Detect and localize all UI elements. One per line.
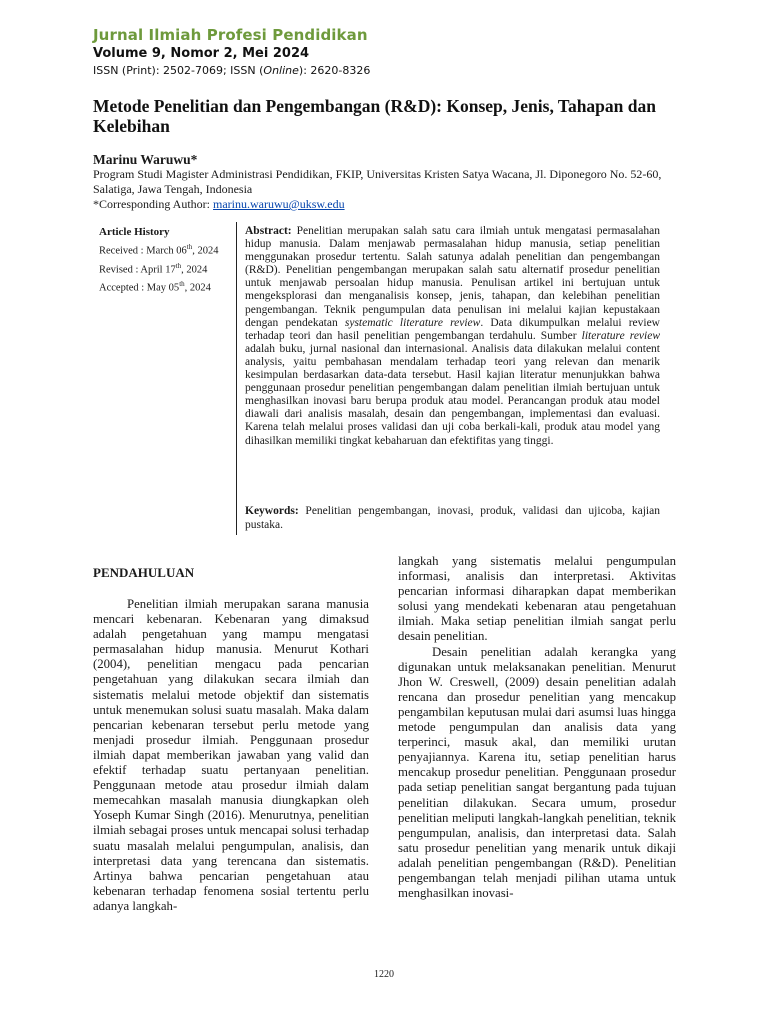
right-column [398,554,676,901]
issn-suffix: ): 2620-8326 [298,64,371,77]
left-column [93,597,369,914]
history-divider [236,222,237,535]
section-title: PENDAHULUAN [93,565,195,580]
abstract-text-1: Penelitian merupakan salah satu cara ilmiah untuk mengatasi permasalahan hidup manusia. Dalam menjawab permasalahan hidup manusia, setiap penelitian menggunakan prosedur tertentu. Salah satunya adalah penelitian dan pengembangan (R&D). Penelitian pengembangan merupakan salah satu alternatif prosedur penelitian untuk menjawab persoalan hidup manusia. Penulisan artikel ini bertujuan untuk mengeksplorasi dan menganalisis konsep, jenis, tahapan, dan kelebihan penelitian pengembangan. Teknik pengumpulan data penulisan ini melalui kajian kepustakaan dengan pendekatan [245,225,660,329]
issn-online: Online [263,64,299,77]
affiliation-text: Program Studi Magister Administrasi Pendidikan, FKIP, Universitas Kristen Satya Wacana, Jl. Diponegoro No. 52-60, Salatiga, Jawa Tengah, Indonesia [93,167,662,196]
history-heading: Article History [99,226,170,238]
abstract-text-2: . Data dikumpulkan melalui review terhadap teori dan hasil penelitian pengembangan terdahulu. Sumber [245,316,660,342]
abstract-italic-1: systematic literature review [344,316,481,329]
corresponding-email-link[interactable]: marinu.waruwu@uksw.edu [213,197,345,211]
intro-paragraph-2: Desain penelitian adalah kerangka yang digunakan untuk melaksanakan penelitian. Menurut Jhon W. Creswell, (2009) desain penelitian adalah rencana dan prosedur penelitian yang mencakup pengambilan keputusan mulai dari asumsi luas hingga metode pengumpulan dan analisis data yang terperinci, masuk akal, dan memiliki urutan penyajiannya. Karena itu, setiap penelitian harus mencakup prosedur penelitian. Penggunaan prosedur pada setiap penelitian sangat bergantung pada tujuan penelitian dilakukan. Secara umum, prosedur penelitian meliputi langkah-langkah penelitian, teknik pengumpulan, analisis, dan interpretasi data. Salah satu prosedur penelitian yang menarik untuk dikaji adalah penelitian pengembangan (R&D). Penelitian pengembangan telah menjadi pilihan utama untuk menghasilkan inovasi- [398,644,676,901]
page-number: 1220 [374,969,394,980]
revised-date: Revised : April 17th, 2024 [99,261,208,275]
abstract [245,225,660,448]
article-title: Metode Penelitian dan Pengembangan (R&D): Konsep, Jenis, Tahapan dan Kelebihan [93,96,656,136]
journal-name: Jurnal Ilmiah Profesi Pendidikan [93,26,368,44]
article-history [99,225,234,296]
abstract-italic-2: literature review [581,329,660,342]
accepted-date: Accepted : May 05th, 2024 [99,280,211,294]
abstract-text-3: adalah buku, jurnal nasional dan internasional. Analisis data dilakukan melalui content analysis, yaitu pembahasan mendalam terhadap teori yang relevan dan menarik kesimpulan berdasarkan data-data tersebut. Hasil kajian literatur menunjukkan bahwa penggunaan prosedur penelitian pengembangan dalam penelitian ilmiah bertujuan untuk menghasilkan inovasi baru berupa produk atau model. Perancangan produk atau model diawali dari analisis masalah, desain dan pengembangan, implementasi dan evaluasi. Karena telah melalui proses validasi dan uji coba berkali-kali, produk atau model yang dihasilkan memiliki tingkat kebaharuan dan efektifitas yang tinggi. [245,342,660,447]
issn-line [93,64,370,77]
corresponding-label: *Corresponding Author: [93,197,213,211]
issn-prefix: ISSN (Print): 2502-7069; ISSN ( [93,64,264,77]
volume-issue: Volume 9, Nomor 2, Mei 2024 [93,46,310,61]
author-name: Marinu Waruwu* [93,152,198,167]
keywords [245,505,660,532]
keywords-text: Penelitian pengembangan, inovasi, produk, validasi dan ujicoba, kajian pustaka. [245,505,660,531]
corresponding-author [93,197,683,212]
intro-paragraph-1: Penelitian ilmiah merupakan sarana manusia mencari kebenaran. Kebenaran yang dimaksud adalah pengetahuan yang mampu mengatasi permasalahan hidup manusia. Menurut Kothari (2004), penelitian mengacu pada pencarian pengetahuan yang dilakukan secara ilmiah dan sistematis melalui metode objektif dan sistematis untuk menemukan solusi suatu masalah. Maka dalam pencarian kebenaran tersebut perlu metode yang menjadi prosedur ilmiah. Penggunaan prosedur ilmiah dapat memberikan jawaban yang valid dan efektif terhadap suatu pertanyaan penelitian. Penggunaan metode atau prosedur ilmiah dalam memecahkan masalah manusia diungkapkan oleh Yoseph Kumar Singh (2016). Menurutnya, penelitian ilmiah sebagai proses untuk mencapai solusi terhadap suatu masalah melalui pengumpulan, analisis, dan interpretasi data yang terencana dan sistematis. Artinya bahwa pencarian pengetahuan atau kebenaran terhadap fenomena sosial tertentu perlu adanya langkah- [93,597,369,913]
keywords-label: Keywords: [245,505,299,517]
received-date: Received : March 06th, 2024 [99,243,219,257]
intro-paragraph-continued: langkah yang sistematis melalui pengumpulan informasi, analisis dan interpretasi. Aktivitas pencarian informasi diharapkan dapat memberikan solusi yang mendekati kebenaran atau pengetahuan ilmiah. Maka setiap penelitian ilmiah sangat perlu desain penelitian. [398,554,676,644]
abstract-label: Abstract: [245,225,292,237]
author-affiliation [93,167,683,212]
